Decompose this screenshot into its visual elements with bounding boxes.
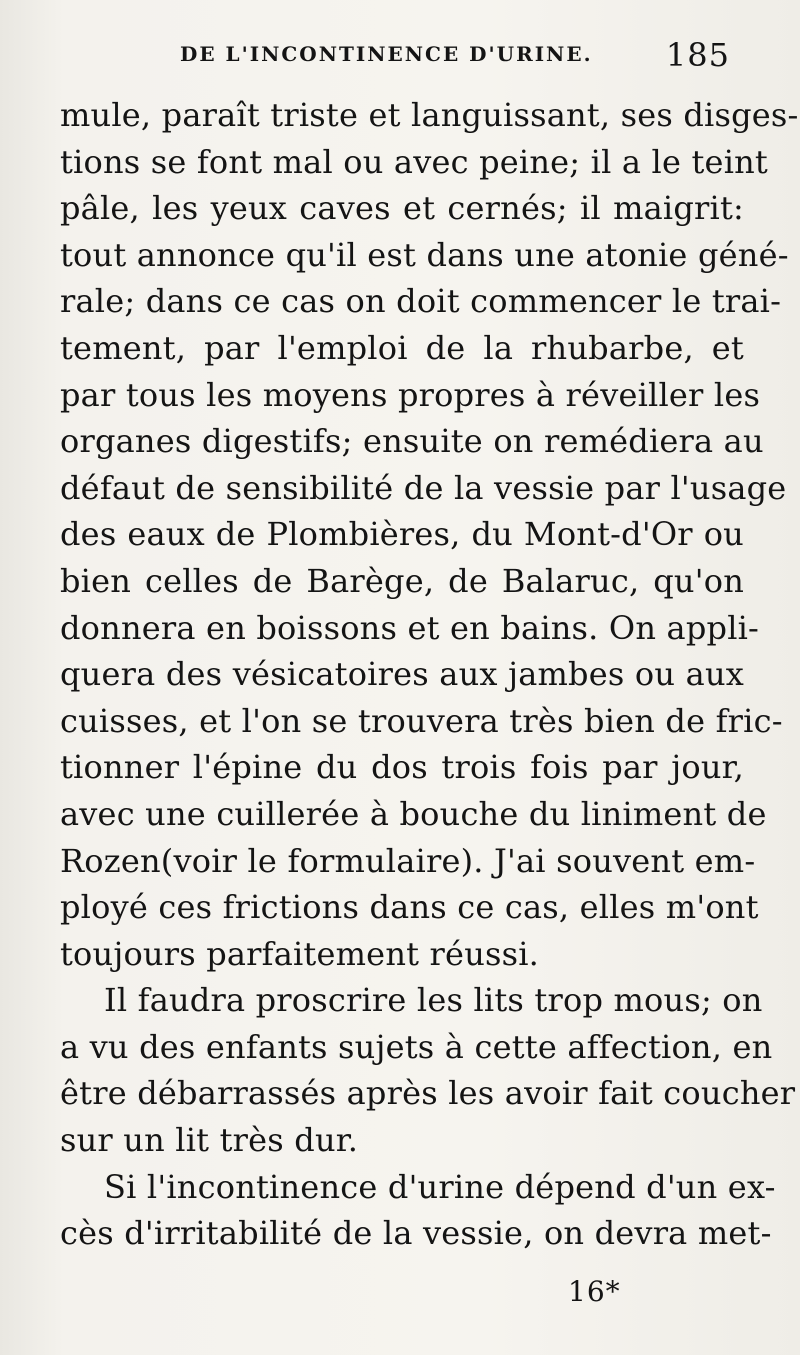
text-line: Il faudra proscrire les lits trop mous; on [104,981,763,1020]
page-number: 185 [665,36,730,74]
text-line: rale; dans ce cas on doit commencer le trai- [60,282,782,321]
text-line: défaut de sensibilité de la vessie par l'usage [60,468,787,507]
text-line: ployé ces frictions dans ce cas, elles m'ont [60,888,759,927]
page-header [60,36,730,76]
signature-mark: 16* [568,1275,621,1308]
text-line: sur un lit très dur. [60,1121,359,1160]
text-line: avec une cuillerée à bouche du liniment de [60,794,767,833]
text-line: tionner l'épine du dos trois fois par jour, [60,748,744,787]
text-line: tement, par l'emploi de la rhubarbe, et [60,328,744,367]
text-line: cès d'irritabilité de la vessie, on devra met- [60,1214,772,1253]
text-line: bien celles de Barège, de Balaruc, qu'on [60,561,744,600]
text-line: cuisses, et l'on se trouvera très bien de fric- [60,701,783,740]
text-line: organes digestifs; ensuite on remédiera au [60,422,764,461]
text-line: Rozen(voir le formulaire). J'ai souvent em- [60,841,756,880]
text-line: par tous les moyens propres à réveiller les [60,375,761,414]
text-line: être débarrassés après les avoir fait coucher [60,1074,796,1113]
text-line: tout annonce qu'il est dans une atonie géné- [60,235,789,274]
text-line: toujours parfaitement réussi. [60,934,540,973]
paragraph-2 [60,977,796,1163]
text-line: a vu des enfants sujets à cette affection, en [60,1027,773,1066]
text-line: des eaux de Plombières, du Mont-d'Or ou [60,515,744,554]
text-line: pâle, les yeux caves et cernés; il maigrit: [60,189,744,228]
text-line: donnera en boissons et en bains. On appli- [60,608,760,647]
page-body [60,92,799,1257]
text-line: quera des vésicatoires aux jambes ou aux [60,655,744,694]
paragraph-3 [60,1164,776,1257]
running-head: DE L'INCONTINENCE D'URINE. [180,42,593,66]
text-line: tions se font mal ou avec peine; il a le teint [60,142,768,181]
text-line: Si l'incontinence d'urine dépend d'un ex- [104,1167,776,1206]
text-line: mule, paraît triste et languissant, ses disges- [60,96,799,134]
paragraph-1 [60,92,799,977]
